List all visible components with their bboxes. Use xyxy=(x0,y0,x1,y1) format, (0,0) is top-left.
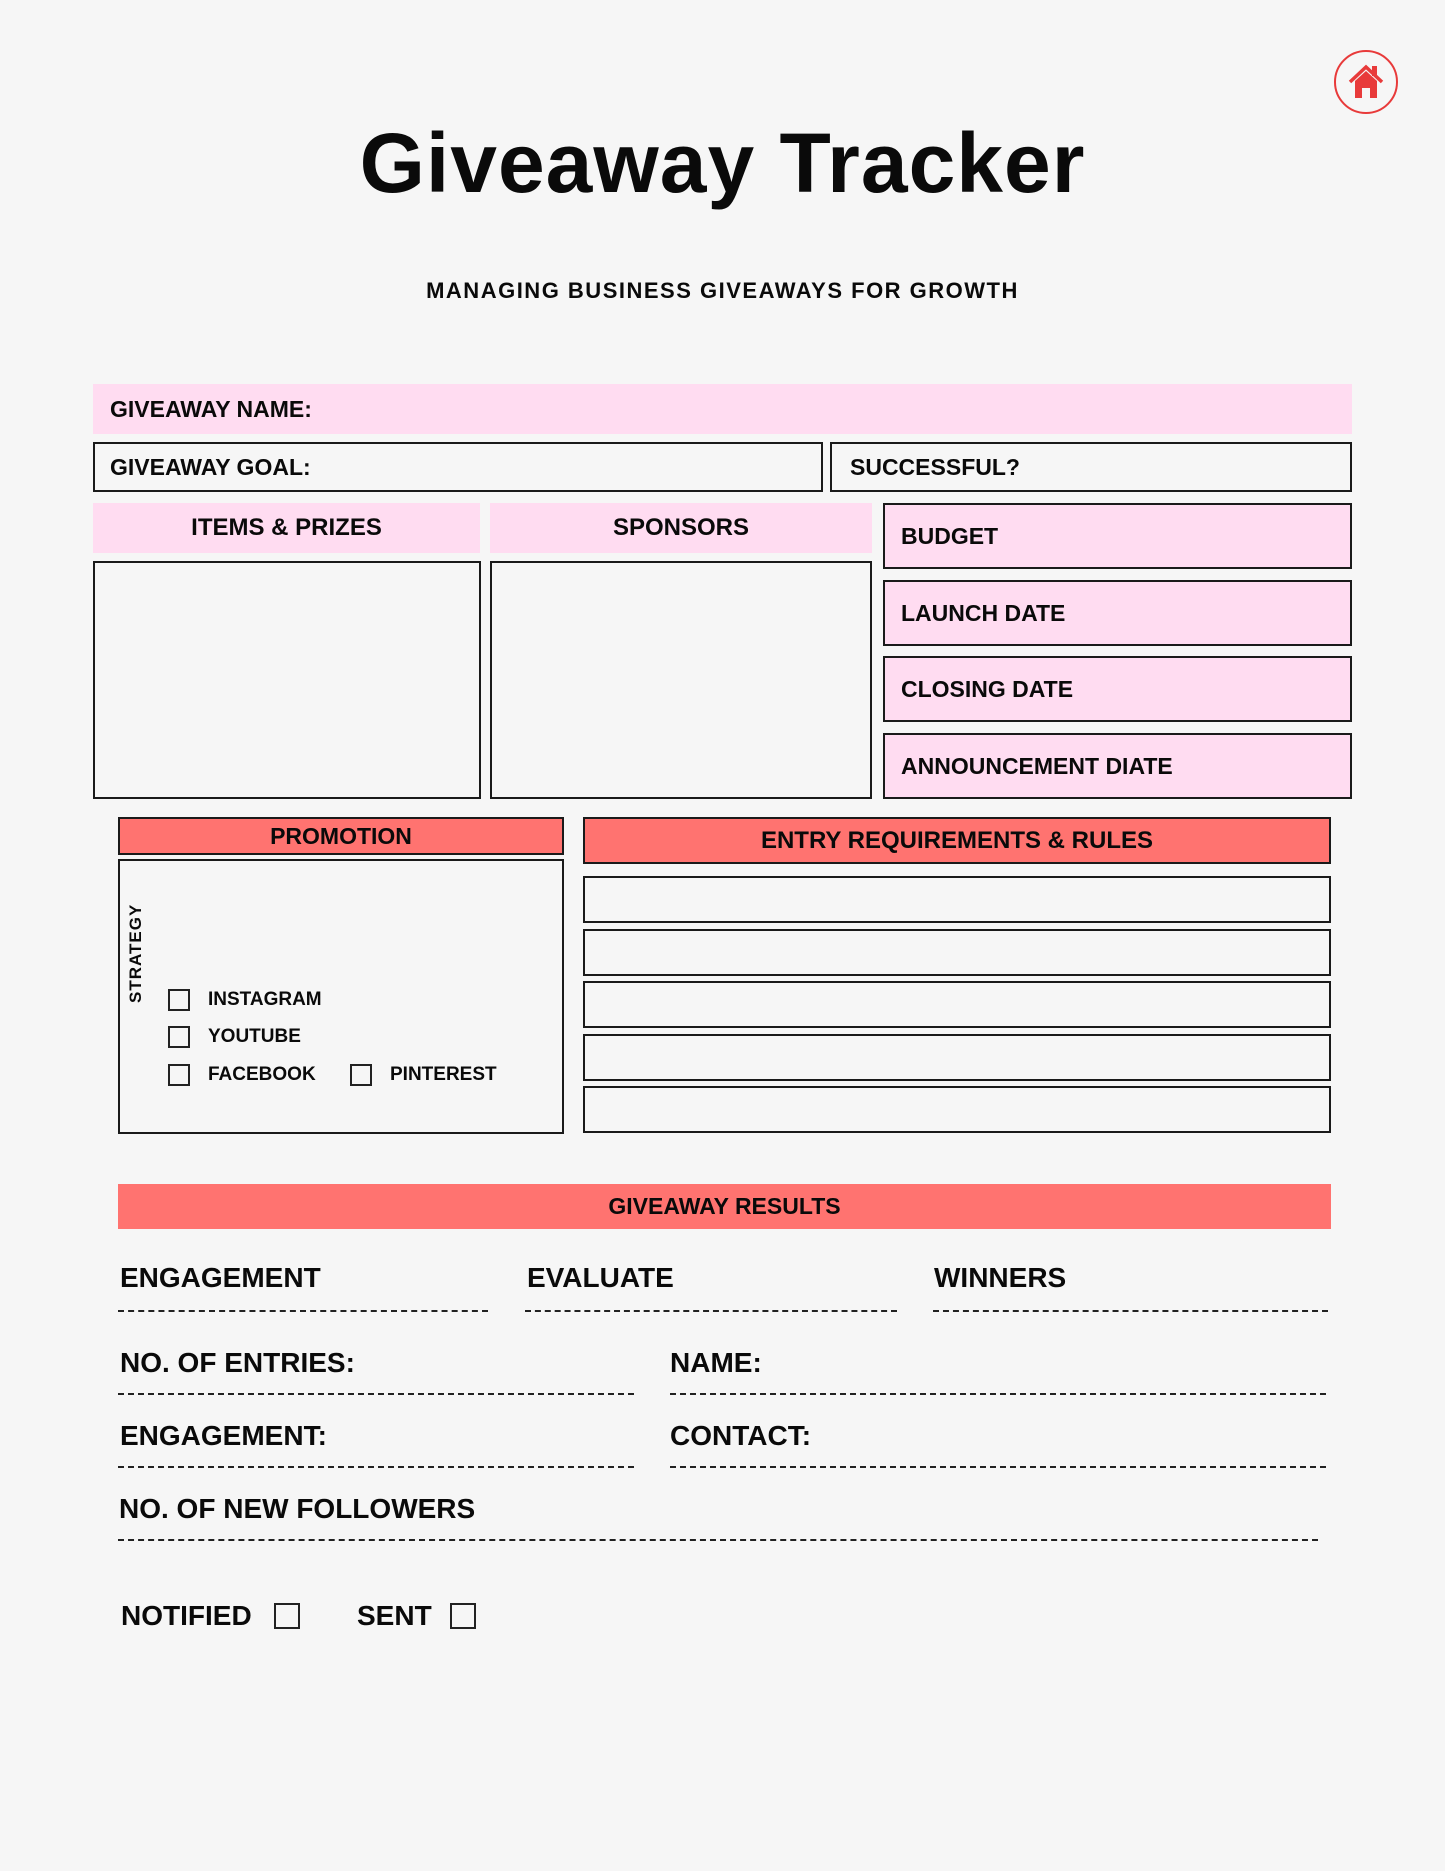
giveaway-goal-field[interactable] xyxy=(93,442,823,492)
rule-row[interactable] xyxy=(583,981,1331,1028)
pinterest-label: PINTEREST xyxy=(390,1064,497,1085)
new-followers-line[interactable] xyxy=(118,1539,1318,1541)
channel-youtube[interactable] xyxy=(168,1026,301,1048)
winners-column-line[interactable] xyxy=(933,1310,1328,1312)
sent-toggle[interactable] xyxy=(357,1600,476,1632)
evaluate-column-line[interactable] xyxy=(525,1310,897,1312)
home-icon xyxy=(1346,62,1386,102)
no-of-entries-line[interactable] xyxy=(118,1393,634,1395)
page-title: Giveaway Tracker xyxy=(359,116,1086,210)
page-subtitle: MANAGING BUSINESS GIVEAWAYS FOR GROWTH xyxy=(426,278,1019,303)
launch-date-field[interactable] xyxy=(883,580,1352,646)
items-prizes-label: ITEMS & PRIZES xyxy=(191,514,382,541)
channel-instagram[interactable] xyxy=(168,989,322,1011)
sponsors-label: SPONSORS xyxy=(612,514,750,541)
winner-name-label: NAME: xyxy=(670,1347,762,1378)
promotion-label: PROMOTION xyxy=(270,822,412,849)
closing-date-label: CLOSING DATE xyxy=(901,675,1074,702)
instagram-label: INSTAGRAM xyxy=(208,989,322,1010)
rule-row[interactable] xyxy=(583,876,1331,923)
closing-date-field[interactable] xyxy=(883,656,1352,722)
promotion-strategy-area[interactable] xyxy=(118,859,564,1134)
budget-label: BUDGET xyxy=(901,522,999,549)
rules-header xyxy=(583,817,1331,864)
rule-row[interactable] xyxy=(583,1086,1331,1133)
facebook-checkbox[interactable] xyxy=(168,1064,190,1086)
evaluate-column-label: EVALUATE xyxy=(527,1262,674,1293)
budget-field[interactable] xyxy=(883,503,1352,569)
facebook-label: FACEBOOK xyxy=(208,1064,316,1085)
results-label: GIVEAWAY RESULTS xyxy=(608,1193,841,1219)
instagram-checkbox[interactable] xyxy=(168,989,190,1011)
sent-label: SENT xyxy=(357,1600,432,1631)
channel-pinterest[interactable] xyxy=(350,1064,497,1086)
sponsors-area[interactable] xyxy=(490,561,872,799)
no-of-entries-label: NO. OF ENTRIES: xyxy=(120,1347,355,1378)
promotion-header xyxy=(118,817,564,855)
notified-label: NOTIFIED xyxy=(121,1600,252,1631)
channel-facebook[interactable] xyxy=(168,1064,316,1086)
rules-label: ENTRY REQUIREMENTS & RULES xyxy=(760,826,1154,854)
giveaway-name-field[interactable] xyxy=(93,384,1352,434)
winners-column-label: WINNERS xyxy=(934,1262,1067,1293)
new-followers-label: NO. OF NEW FOLLOWERS xyxy=(119,1493,476,1524)
sponsors-header xyxy=(490,503,872,553)
items-prizes-area[interactable] xyxy=(93,561,481,799)
home-button[interactable] xyxy=(1334,50,1398,114)
successful-label: SUCCESSFUL? xyxy=(850,453,1020,480)
sent-checkbox[interactable] xyxy=(450,1603,476,1629)
engagement-column-label: ENGAGEMENT xyxy=(120,1262,321,1293)
results-header xyxy=(118,1184,1331,1229)
launch-date-label: LAUNCH DATE xyxy=(901,599,1066,626)
engagement-column-line[interactable] xyxy=(118,1310,488,1312)
notified-toggle[interactable] xyxy=(121,1600,300,1632)
rule-row[interactable] xyxy=(583,929,1331,976)
strategy-label: STRATEGY xyxy=(126,903,145,1003)
youtube-label: YOUTUBE xyxy=(208,1026,301,1047)
giveaway-name-label: GIVEAWAY NAME: xyxy=(110,395,312,422)
winner-contact-line[interactable] xyxy=(670,1466,1326,1468)
announcement-date-field[interactable] xyxy=(883,733,1352,799)
successful-field[interactable] xyxy=(830,442,1352,492)
youtube-checkbox[interactable] xyxy=(168,1026,190,1048)
winner-contact-label: CONTACT: xyxy=(670,1420,812,1451)
items-prizes-header xyxy=(93,503,480,553)
engagement-line[interactable] xyxy=(118,1466,634,1468)
giveaway-goal-label: GIVEAWAY GOAL: xyxy=(110,453,311,480)
winner-name-line[interactable] xyxy=(670,1393,1326,1395)
engagement-label: ENGAGEMENT: xyxy=(120,1420,327,1451)
notified-checkbox[interactable] xyxy=(274,1603,300,1629)
pinterest-checkbox[interactable] xyxy=(350,1064,372,1086)
announcement-date-label: ANNOUNCEMENT DIATE xyxy=(901,752,1173,779)
rule-row[interactable] xyxy=(583,1034,1331,1081)
